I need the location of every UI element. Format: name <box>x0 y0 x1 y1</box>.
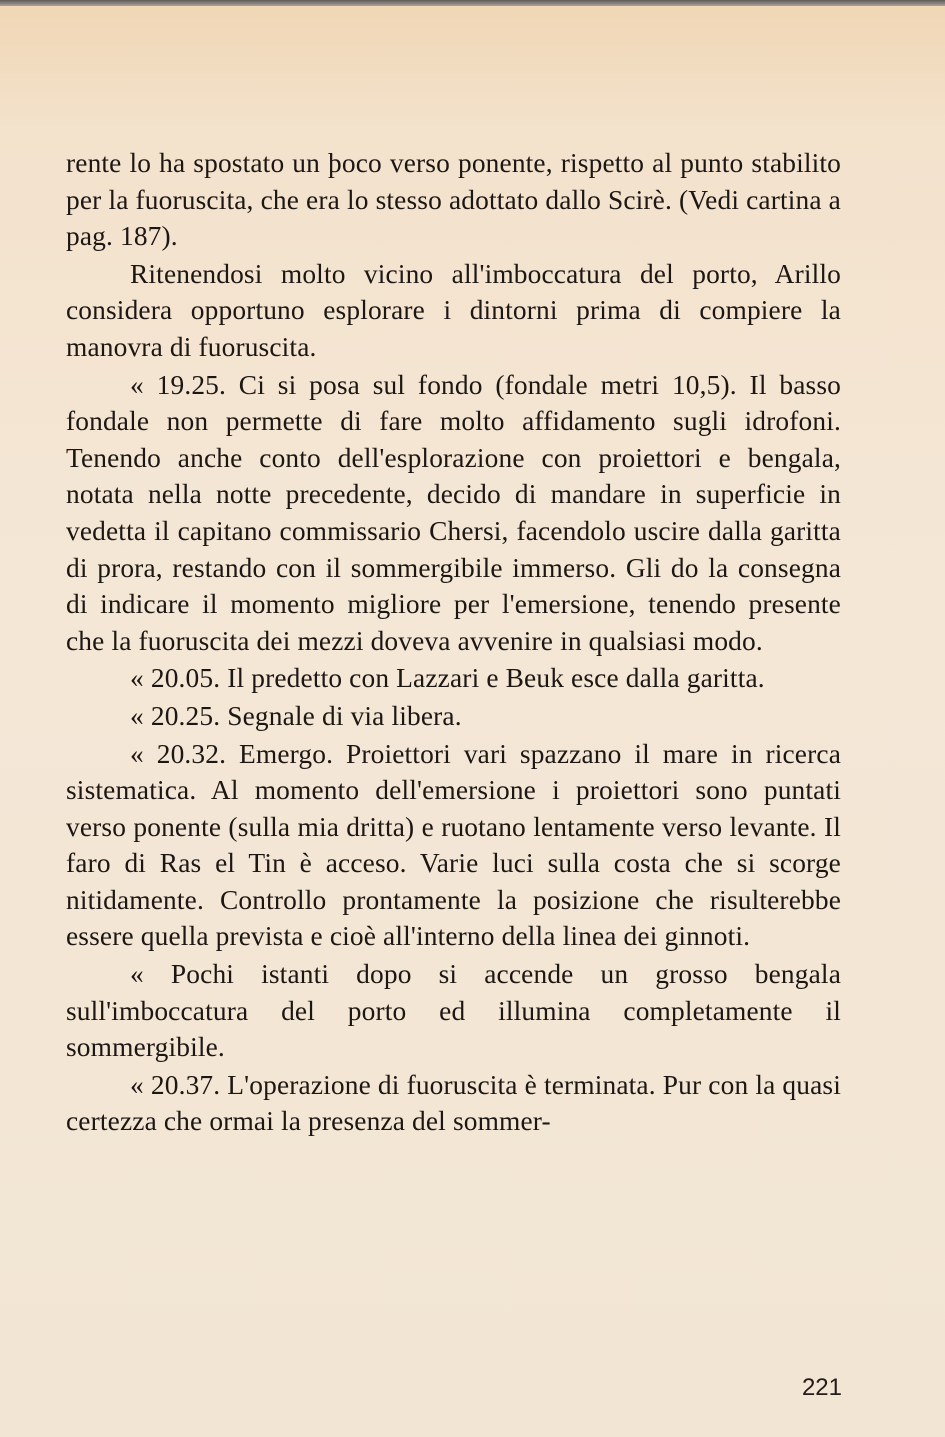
paragraph-continuation: rente lo ha spostato un þoco verso ponente, rispetto al punto stabilito per la fuoruscita, che era lo stesso adottato dallo Scirè. (Vedi cartina a pag. 187). <box>66 148 841 252</box>
page-number: 221 <box>801 1374 842 1401</box>
body-text <box>66 145 841 1140</box>
paragraph-arillo: Ritenendosi molto vicino all'imboccatura del porto, Arillo considera opportuno esplorare i dintorni prima di compiere la manovra di fuoruscita. <box>66 258 841 362</box>
paragraph-bengala: « Pochi istanti dopo si accende un grosso bengala sull'imboccatura del porto ed illumina completamente il sommergibile. <box>66 959 841 1063</box>
paragraph-1925: « 19.25. Ci si posa sul fondo (fondale metri 10,5). Il basso fondale non permette di fare molto affidamento sugli idrofoni. Tenendo anche conto dell'esplorazione con proiettori e bengala, notata nella notte precedente, decido di mandare in superficie in vedetta il capitano commissario Chersi, facendolo uscire dalla garitta di prora, restando con il sommergibile immerso. Gli do la consegna di indicare il momento migliore per l'emersione, tenendo presente che la fuoruscita dei mezzi doveva avvenire in qualsiasi modo. <box>66 369 841 656</box>
scan-top-edge <box>0 0 945 6</box>
paragraph-2032: « 20.32. Emergo. Proiettori vari spazzano il mare in ricerca sistematica. Al momento dell'emersione i proiettori sono puntati verso ponente (sulla mia dritta) e ruotano lentamente verso levante. Il faro di Ras el Tin è acceso. Varie luci sulla costa che si scorge nitidamente. Controllo prontamente la posizione che risulterebbe essere quella prevista e cioè all'interno della linea dei ginnoti. <box>66 738 841 952</box>
paragraph-2037: « 20.37. L'operazione di fuoruscita è terminata. Pur con la quasi certezza che ormai la presenza del sommer- <box>66 1069 841 1137</box>
paragraph-2005: « 20.05. Il predetto con Lazzari e Beuk esce dalla garitta. <box>130 663 765 694</box>
paragraph-2025: « 20.25. Segnale di via libera. <box>130 700 462 731</box>
